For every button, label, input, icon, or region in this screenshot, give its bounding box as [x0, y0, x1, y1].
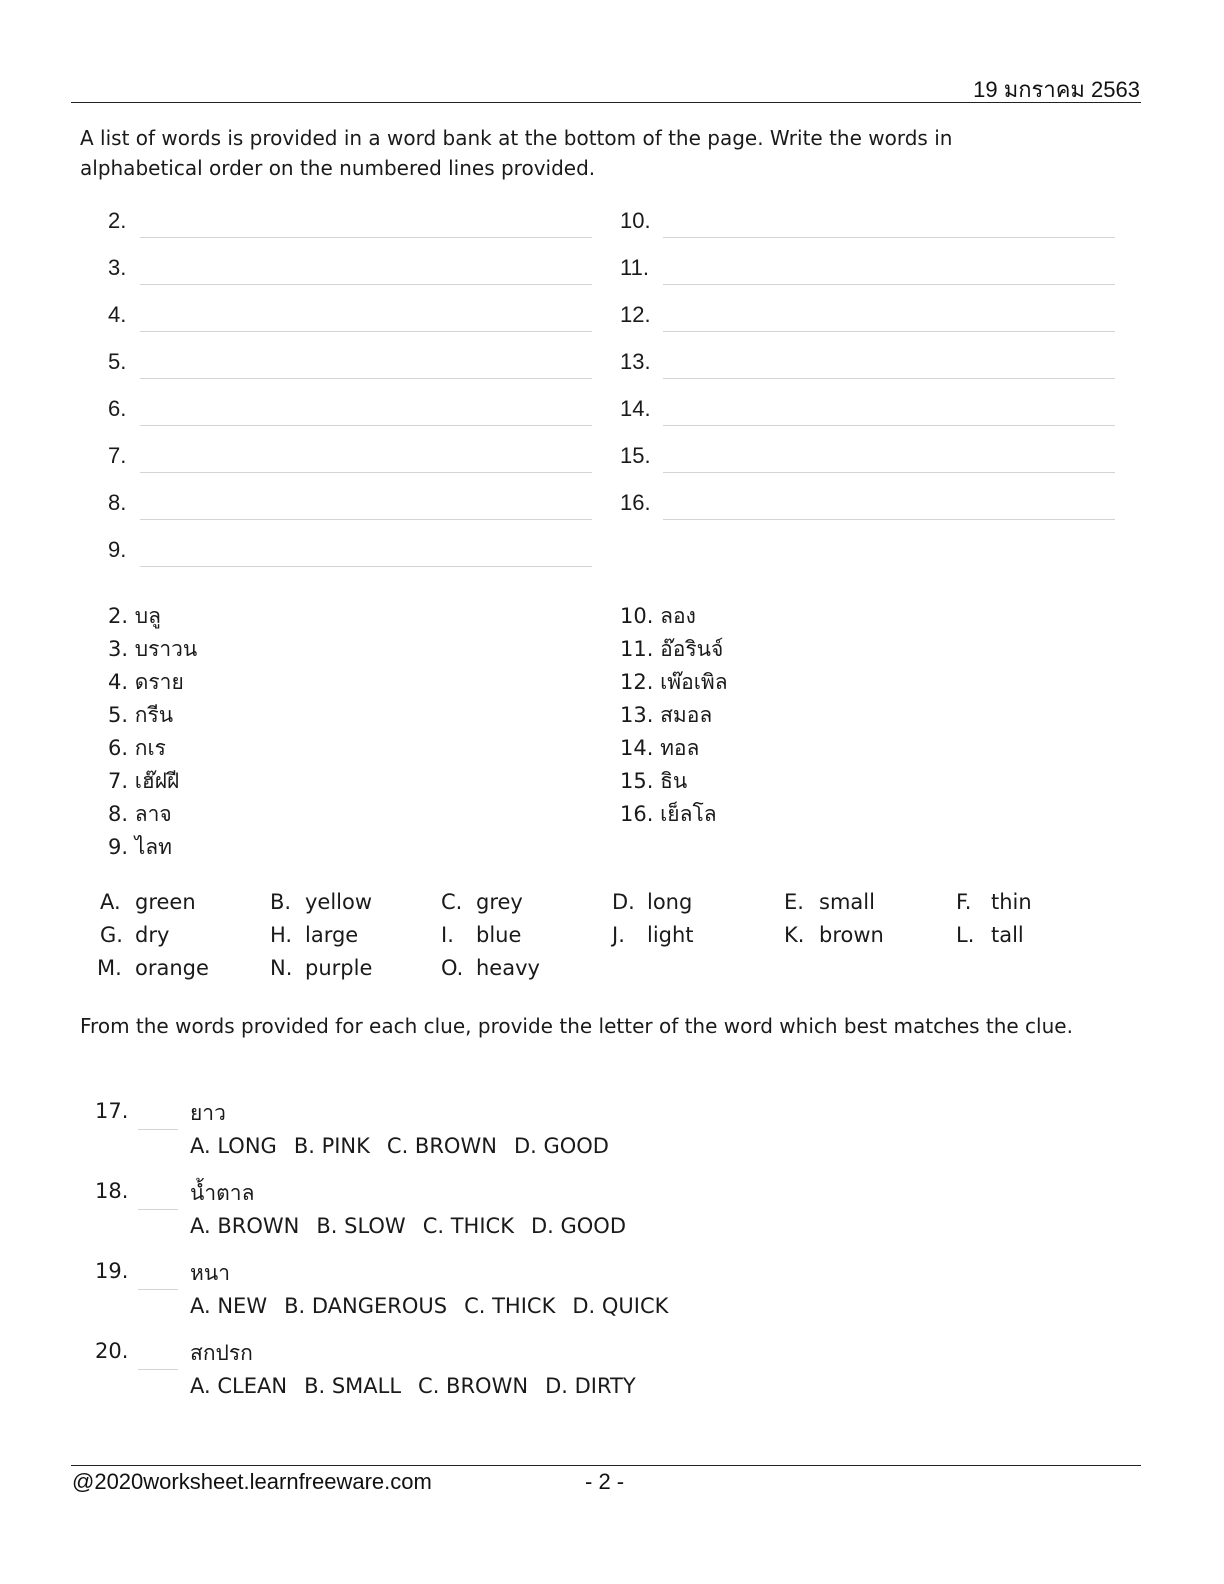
clue-item — [108, 798, 172, 831]
answer-line-number: 8. — [108, 490, 127, 515]
clue-item — [108, 666, 184, 699]
answer-line-number: 4. — [108, 302, 127, 327]
clue-number: 13. — [620, 703, 654, 727]
answer-line-number: 15. — [620, 443, 651, 468]
word-bank-word: long — [647, 890, 693, 914]
answer-blank[interactable] — [140, 425, 592, 426]
clue-word: อ๊อรินจ์ — [660, 637, 724, 661]
word-bank-letter: I. — [441, 923, 454, 947]
question-item — [95, 1099, 795, 1173]
answer-blank[interactable] — [663, 237, 1115, 238]
answer-blank[interactable] — [140, 284, 592, 285]
word-bank-word: thin — [991, 890, 1032, 914]
clue-number: 4. — [108, 670, 129, 694]
option: C. BROWN — [386, 1134, 497, 1158]
clue-number: 11. — [620, 637, 654, 661]
question-options — [190, 1130, 626, 1163]
clue-word: ทอล — [660, 736, 700, 760]
answer-blank[interactable] — [663, 519, 1115, 520]
clue-number: 12. — [620, 670, 654, 694]
clue-number: 5. — [108, 703, 129, 727]
word-bank-word: dry — [135, 923, 170, 947]
word-bank-word: tall — [991, 923, 1024, 947]
answer-blank[interactable] — [138, 1289, 178, 1290]
word-bank-word: large — [305, 923, 359, 947]
answer-blank[interactable] — [140, 472, 592, 473]
clue-word: บลู — [134, 604, 161, 628]
answer-blank[interactable] — [138, 1369, 178, 1370]
word-bank-word: small — [819, 890, 875, 914]
word-bank-letter: G. — [100, 923, 123, 947]
clue-item — [620, 699, 712, 732]
question-options — [190, 1210, 643, 1243]
clue-word: เย็ลโล — [660, 802, 717, 826]
word-bank-letter: F. — [956, 890, 972, 914]
word-bank-word: heavy — [476, 956, 540, 980]
answer-line-number: 2. — [108, 208, 127, 233]
clue-item — [108, 831, 172, 864]
answer-line-number: 12. — [620, 302, 651, 327]
answer-blank[interactable] — [663, 378, 1115, 379]
answer-blank[interactable] — [140, 378, 592, 379]
word-bank-letter: J. — [612, 923, 625, 947]
option: B. SMALL — [304, 1374, 402, 1398]
clue-number: 10. — [620, 604, 654, 628]
question-item — [95, 1259, 795, 1333]
question-options — [190, 1290, 685, 1323]
option: D. GOOD — [513, 1134, 609, 1158]
clue-item — [620, 666, 728, 699]
answer-line-number: 11. — [620, 255, 649, 280]
clue-number: 6. — [108, 736, 129, 760]
answer-line-number: 16. — [620, 490, 651, 515]
clue-item — [620, 732, 699, 765]
question-number: 19. — [95, 1259, 129, 1283]
match-instructions: From the words provided for each clue, provide the letter of the word which best matches the clue. — [80, 1014, 1073, 1038]
word-bank-word: orange — [135, 956, 209, 980]
word-bank-word: green — [135, 890, 196, 914]
word-bank-letter: D. — [612, 890, 635, 914]
question-word: หนา — [190, 1261, 230, 1285]
clue-item — [108, 633, 197, 666]
alphabetize-instructions: A list of words is provided in a word bank at the bottom of the page. Write the words in alphabetical order on the numbered lines provided. — [80, 126, 953, 180]
answer-line-number: 14. — [620, 396, 651, 421]
question-number: 20. — [95, 1339, 129, 1363]
clue-item — [108, 732, 166, 765]
page-number: - 2 - — [585, 1469, 625, 1494]
answer-line-number: 6. — [108, 396, 127, 421]
clue-word: เฮ๊ฝฝี — [134, 769, 180, 793]
answer-blank[interactable] — [140, 237, 592, 238]
word-bank-letter: A. — [100, 890, 121, 914]
option: A. BROWN — [190, 1214, 300, 1238]
word-bank-letter: B. — [270, 890, 292, 914]
clue-item — [620, 765, 687, 798]
word-bank-letter: O. — [441, 956, 464, 980]
answer-line-number: 7. — [108, 443, 127, 468]
clue-number: 9. — [108, 835, 129, 859]
word-bank-letter: N. — [270, 956, 293, 980]
clue-number: 16. — [620, 802, 654, 826]
question-word: ยาว — [190, 1101, 226, 1125]
word-bank-letter: C. — [441, 890, 463, 914]
word-bank-word: purple — [305, 956, 373, 980]
footer-rule — [71, 1465, 1141, 1466]
option: B. SLOW — [316, 1214, 406, 1238]
question-options — [190, 1370, 653, 1403]
clue-item — [620, 600, 696, 633]
header-rule — [71, 102, 1141, 103]
option: D. DIRTY — [545, 1374, 636, 1398]
clue-word: กรีน — [134, 703, 174, 727]
answer-blank[interactable] — [140, 519, 592, 520]
question-item — [95, 1339, 795, 1413]
clue-word: ลาจ — [134, 802, 172, 826]
answer-blank[interactable] — [663, 425, 1115, 426]
clue-item — [108, 765, 179, 798]
clue-word: ลอง — [660, 604, 696, 628]
clue-word: เพ๊อเพิล — [660, 670, 728, 694]
word-bank-word: yellow — [305, 890, 373, 914]
option: C. BROWN — [418, 1374, 529, 1398]
clue-item — [108, 600, 161, 633]
clue-word: ดราย — [134, 670, 184, 694]
word-bank-letter: K. — [784, 923, 805, 947]
option: B. PINK — [293, 1134, 370, 1158]
answer-blank[interactable] — [663, 472, 1115, 473]
answer-line-number: 13. — [620, 349, 651, 374]
clue-number: 7. — [108, 769, 129, 793]
answer-blank[interactable] — [663, 284, 1115, 285]
question-number: 17. — [95, 1099, 129, 1123]
question-item — [95, 1179, 795, 1253]
clue-word: กเร — [134, 736, 166, 760]
clue-number: 14. — [620, 736, 654, 760]
word-bank-letter: E. — [784, 890, 804, 914]
option: C. THICK — [422, 1214, 514, 1238]
header-date: 19 มกราคม 2563 — [973, 77, 1140, 102]
clue-number: 2. — [108, 604, 129, 628]
answer-blank[interactable] — [140, 331, 592, 332]
clue-item — [620, 798, 717, 831]
answer-line-number: 10. — [620, 208, 651, 233]
clue-word: บราวน — [134, 637, 198, 661]
option: D. GOOD — [530, 1214, 626, 1238]
word-bank-letter: M. — [97, 956, 122, 980]
word-bank-word: light — [647, 923, 694, 947]
option: B. DANGEROUS — [284, 1294, 448, 1318]
answer-line-number: 5. — [108, 349, 127, 374]
option: A. CLEAN — [190, 1374, 288, 1398]
word-bank-word: brown — [819, 923, 884, 947]
clue-number: 8. — [108, 802, 129, 826]
clue-number: 3. — [108, 637, 129, 661]
answer-blank[interactable] — [140, 566, 592, 567]
word-bank-word: blue — [476, 923, 522, 947]
answer-line-number: 9. — [108, 537, 127, 562]
clue-word: สมอล — [660, 703, 713, 727]
word-bank-letter: H. — [270, 923, 293, 947]
answer-blank[interactable] — [138, 1209, 178, 1210]
clue-word: ธิน — [660, 769, 688, 793]
option: D. QUICK — [572, 1294, 669, 1318]
clue-item — [620, 633, 723, 666]
clue-item — [108, 699, 173, 732]
question-word: น้ำตาล — [190, 1181, 255, 1205]
option: A. LONG — [190, 1134, 277, 1158]
footer-site: @2020worksheet.learnfreeware.com — [72, 1469, 432, 1494]
answer-line-number: 3. — [108, 255, 127, 280]
question-word: สกปรก — [190, 1341, 253, 1365]
option: C. THICK — [464, 1294, 556, 1318]
word-bank-word: grey — [476, 890, 523, 914]
option: A. NEW — [190, 1294, 268, 1318]
clue-word: ไลท — [134, 835, 173, 859]
answer-blank[interactable] — [138, 1129, 178, 1130]
word-bank-letter: L. — [956, 923, 975, 947]
question-number: 18. — [95, 1179, 129, 1203]
clue-number: 15. — [620, 769, 654, 793]
answer-blank[interactable] — [663, 331, 1115, 332]
